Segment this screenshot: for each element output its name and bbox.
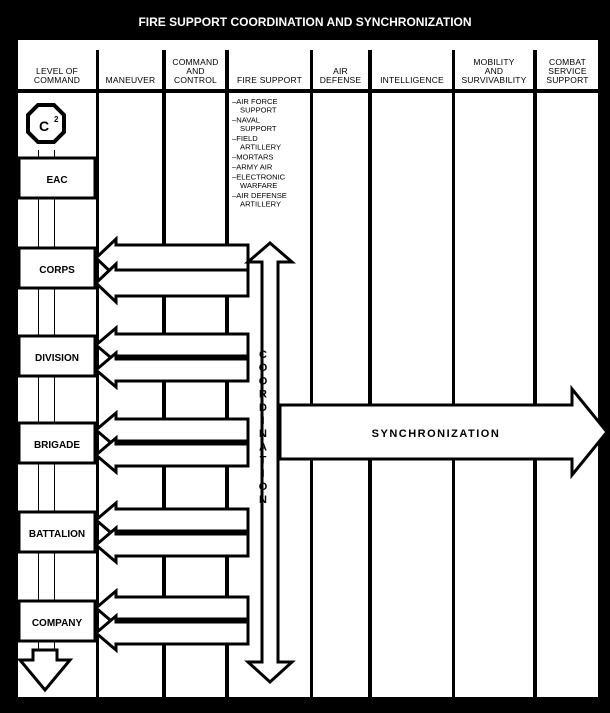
fire-support-item-2: –FIELD <box>232 134 258 143</box>
column-header-level-line: COMMAND <box>33 75 81 85</box>
column-header-command-control-line: AND <box>186 66 205 76</box>
coordination-label-letter: N <box>259 494 267 507</box>
fire-support-item-6: –AIR DEFENSE <box>232 191 287 200</box>
fire-support-item-3: –MORTARS <box>232 152 274 162</box>
column-header-css-line: SUPPORT <box>546 75 589 85</box>
c2-superscript: 2 <box>54 115 59 124</box>
fire-support-item-2: ARTILLERY <box>240 142 282 152</box>
coordination-label-letter: C <box>259 349 267 361</box>
body-cell-mobility <box>455 93 533 697</box>
coordination-label-letter: N <box>259 428 267 441</box>
level-label-company: COMPANY <box>31 618 83 629</box>
column-header-css-line: SERVICE <box>548 66 587 76</box>
level-rail-gap <box>39 150 54 650</box>
column-header-air-defense-line: AIR <box>333 66 348 76</box>
coordination-label-letter: A <box>259 441 267 454</box>
level-label-corps: CORPS <box>39 265 75 276</box>
column-header-css-line: COMBAT <box>549 57 586 67</box>
coordination-arrow-7 <box>96 528 248 562</box>
body-cell-air-defense <box>313 93 368 697</box>
coordination-arrow-3 <box>96 353 248 387</box>
fire-support-item-5: WARFARE <box>240 181 278 190</box>
column-header-command-control-line: COMMAND <box>172 57 219 67</box>
fire-support-item-4: –ARMY AIR <box>232 162 273 172</box>
column-header-maneuver-line: MANEUVER <box>105 75 156 85</box>
coordination-label-letter: O <box>258 481 268 493</box>
column-header-mobility-line: MOBILITY <box>473 57 515 67</box>
level-label-division: DIVISION <box>35 353 79 364</box>
fire-support-item-0: SUPPORT <box>240 105 277 115</box>
fire-support-item-6: ARTILLERY <box>240 199 282 209</box>
column-header-level-line: LEVEL OF <box>36 66 78 76</box>
coordination-label-letter: R <box>259 388 267 401</box>
coordination-arrow-1 <box>96 264 248 302</box>
fire-support-item-5: –ELECTRONIC <box>232 172 286 182</box>
diagram-title: FIRE SUPPORT COORDINATION AND SYNCHRONIZATION <box>138 15 472 29</box>
coordination-label-letter: I <box>261 415 265 427</box>
coordination-label-letter: O <box>258 375 268 388</box>
column-header-mobility-line: SURVIVABILITY <box>461 75 527 85</box>
fire-support-item-0: –AIR FORCE <box>232 97 278 106</box>
level-label-battalion: BATTALION <box>28 529 86 540</box>
body-cell-intelligence <box>372 93 452 697</box>
title-divider-band <box>18 40 598 50</box>
coordination-label-letter: O <box>258 362 268 375</box>
synchronization-label: SYNCHRONIZATION <box>371 428 501 440</box>
coordination-arrow-8 <box>96 591 248 625</box>
coordination-arrow-5 <box>96 438 248 472</box>
level-label-eac: EAC <box>46 175 68 186</box>
c2-symbol: C <box>38 118 50 134</box>
column-header-intelligence-line: INTELLIGENCE <box>380 75 444 85</box>
column-header-air-defense-line: DEFENSE <box>319 75 362 85</box>
fire-support-item-1: SUPPORT <box>240 124 277 133</box>
coordination-label-letter: T <box>259 454 267 467</box>
column-header-mobility-line: AND <box>484 66 504 76</box>
column-header-command-control-line: CONTROL <box>174 75 217 85</box>
coordination-label-letter: I <box>261 467 265 480</box>
level-label-brigade: BRIGADE <box>33 440 81 451</box>
coordination-arrow-2 <box>96 328 248 362</box>
body-cell-css <box>537 93 598 697</box>
coordination-arrow-9 <box>96 616 248 650</box>
column-header-fire-support-line: FIRE SUPPORT <box>236 75 303 85</box>
coordination-arrow-6 <box>96 503 248 537</box>
coordination-label-letter: D <box>259 401 267 414</box>
coordination-arrow-4 <box>96 413 248 447</box>
fire-support-item-1: –NAVAL <box>232 115 260 125</box>
